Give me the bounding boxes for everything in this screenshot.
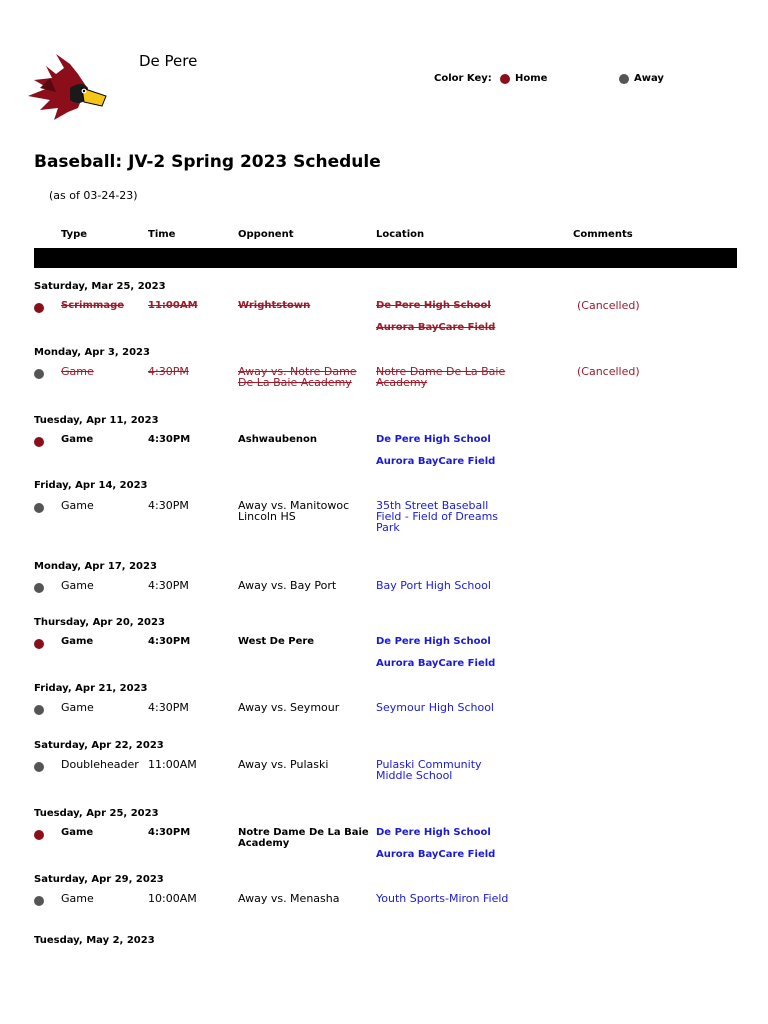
date-heading: Tuesday, Apr 11, 2023 xyxy=(34,415,159,426)
column-header-location: Location xyxy=(376,229,425,240)
game-location-link[interactable]: De Pere High School xyxy=(376,636,491,647)
column-header-time: Time xyxy=(148,229,176,240)
game-type: Game xyxy=(61,434,94,445)
game-location-link[interactable]: De Pere High School xyxy=(376,434,491,445)
game-comments: (Cancelled) xyxy=(577,299,640,312)
game-time: 4:30PM xyxy=(148,579,189,592)
game-type: Doubleheader xyxy=(61,758,139,771)
game-comments: (Cancelled) xyxy=(577,365,640,378)
date-heading: Monday, Apr 17, 2023 xyxy=(34,561,157,572)
as-of-date: (as of 03-24-23) xyxy=(49,189,138,202)
game-opponent: Away vs. Notre Dame De La Baie Academy xyxy=(238,365,357,389)
date-heading: Saturday, Apr 22, 2023 xyxy=(34,740,164,751)
game-time: 4:30PM xyxy=(148,701,189,714)
away-dot-icon xyxy=(619,74,629,84)
column-header-comments: Comments xyxy=(573,229,633,240)
color-key-away xyxy=(619,73,664,84)
date-heading: Saturday, Mar 25, 2023 xyxy=(34,281,166,292)
school-name: De Pere xyxy=(139,52,198,70)
game-type: Scrimmage xyxy=(61,300,125,311)
game-location-link[interactable]: Pulaski Community Middle School xyxy=(376,758,482,782)
date-heading: Monday, Apr 3, 2023 xyxy=(34,347,150,358)
game-location-link[interactable]: Notre Dame De La Baie Academy xyxy=(376,365,506,389)
game-location-link[interactable]: 35th Street Baseball Field - Field of Dreams Park xyxy=(376,499,499,534)
away-dot-icon xyxy=(34,583,44,593)
game-time: 4:30PM xyxy=(148,434,191,445)
game-opponent: Wrightstown xyxy=(238,300,311,311)
game-type: Game xyxy=(61,579,94,592)
game-location-link[interactable]: Youth Sports-Miron Field xyxy=(376,892,509,905)
game-type: Game xyxy=(61,636,94,647)
game-time: 4:30PM xyxy=(148,827,191,838)
game-field-link[interactable]: Aurora BayCare Field xyxy=(376,322,496,333)
game-type: Game xyxy=(61,365,94,378)
game-row xyxy=(34,702,737,762)
game-type: Game xyxy=(61,499,94,512)
game-opponent: Away vs. Seymour xyxy=(238,701,340,714)
redbird-logo xyxy=(26,48,108,126)
game-time: 4:30PM xyxy=(148,636,191,647)
column-header-type: Type xyxy=(61,229,88,240)
game-time: 11:00AM xyxy=(148,758,197,771)
game-time: 10:00AM xyxy=(148,892,197,905)
color-key-label: Color Key: xyxy=(434,73,492,84)
date-heading: Tuesday, May 2, 2023 xyxy=(34,935,155,946)
home-label: Home xyxy=(515,73,548,84)
game-opponent: West De Pere xyxy=(238,636,315,647)
game-field-link[interactable]: Aurora BayCare Field xyxy=(376,849,496,860)
game-opponent: Ashwaubenon xyxy=(238,434,317,445)
color-key-home xyxy=(500,73,547,84)
game-type: Game xyxy=(61,892,94,905)
game-field-link[interactable]: Aurora BayCare Field xyxy=(376,456,496,467)
home-dot-icon xyxy=(34,303,44,313)
date-heading: Tuesday, Apr 25, 2023 xyxy=(34,808,159,819)
page-title: Baseball: JV-2 Spring 2023 Schedule xyxy=(34,152,381,172)
away-dot-icon xyxy=(34,369,44,379)
home-dot-icon xyxy=(500,74,510,84)
game-time: 4:30PM xyxy=(148,365,189,378)
game-location-link[interactable]: De Pere High School xyxy=(376,827,491,838)
date-heading: Saturday, Apr 29, 2023 xyxy=(34,874,164,885)
game-location-link[interactable]: De Pere High School xyxy=(376,300,491,311)
game-row xyxy=(34,580,737,640)
date-heading: Friday, Apr 14, 2023 xyxy=(34,480,148,491)
home-dot-icon xyxy=(34,437,44,447)
game-field-link[interactable]: Aurora BayCare Field xyxy=(376,658,496,669)
game-time: 11:00AM xyxy=(148,300,198,311)
date-heading: Friday, Apr 21, 2023 xyxy=(34,683,148,694)
game-opponent: Away vs. Pulaski xyxy=(238,758,329,771)
game-type: Game xyxy=(61,827,94,838)
away-dot-icon xyxy=(34,762,44,772)
game-location-link[interactable]: Bay Port High School xyxy=(376,579,491,592)
away-dot-icon xyxy=(34,896,44,906)
game-type: Game xyxy=(61,701,94,714)
game-opponent: Away vs. Menasha xyxy=(238,892,340,905)
game-row xyxy=(34,500,737,560)
game-time: 4:30PM xyxy=(148,499,189,512)
away-dot-icon xyxy=(34,503,44,513)
date-heading: Thursday, Apr 20, 2023 xyxy=(34,617,165,628)
home-dot-icon xyxy=(34,830,44,840)
game-location-link[interactable]: Seymour High School xyxy=(376,701,494,714)
away-dot-icon xyxy=(34,705,44,715)
game-opponent: Away vs. Manitowoc Lincoln HS xyxy=(238,499,350,523)
game-opponent: Away vs. Bay Port xyxy=(238,579,337,592)
column-header-opponent: Opponent xyxy=(238,229,294,240)
away-label: Away xyxy=(634,73,664,84)
home-dot-icon xyxy=(34,639,44,649)
game-opponent: Notre Dame De La Baie Academy xyxy=(238,827,369,849)
header-divider-bar xyxy=(34,248,737,268)
